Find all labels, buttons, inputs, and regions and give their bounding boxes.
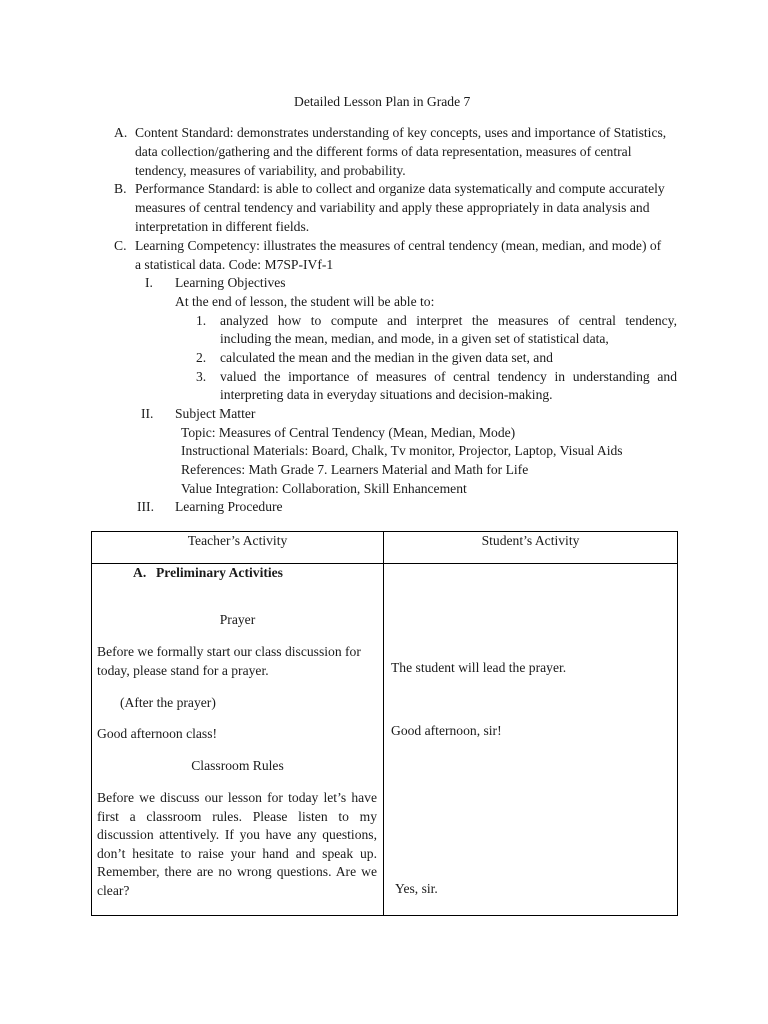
standard-b-line: interpretation in different fields. <box>135 219 310 234</box>
standard-b-line: measures of central tendency and variability and apply these appropriately in data analysis and <box>135 200 650 215</box>
rules-heading: Classroom Rules <box>191 758 284 773</box>
standard-c-line: Learning Competency: illustrates the measures of central tendency (mean, median, and mode) of <box>135 238 662 253</box>
prayer-student-response: The student will lead the prayer. <box>391 660 567 675</box>
greeting-teacher: Good afternoon class! <box>97 726 218 741</box>
standard-a-marker: A. <box>114 125 128 140</box>
greeting-student-response: Good afternoon, sir! <box>391 723 502 738</box>
document-title: Detailed Lesson Plan in Grade 7 <box>294 94 471 109</box>
subject-materials: Instructional Materials: Board, Chalk, Tv monitor, Projector, Laptop, Visual Aids <box>181 443 623 458</box>
prayer-heading: Prayer <box>219 612 256 627</box>
after-prayer-note: (After the prayer) <box>120 695 216 710</box>
standard-b-line: Performance Standard: is able to collect and organize data systematically and compute accurately <box>135 181 665 196</box>
procedure-heading: Learning Procedure <box>175 499 283 514</box>
subject-matter-heading: Subject Matter <box>175 406 256 421</box>
table-border-bottom <box>91 915 678 916</box>
objective-3-marker: 3. <box>196 369 207 384</box>
rules-student-response: Yes, sir. <box>395 881 438 896</box>
prayer-teacher-line: today, please stand for a prayer. <box>97 663 269 678</box>
rules-teacher-line: discussion attentively. If you have any questions, <box>97 827 377 842</box>
objectives-heading: Learning Objectives <box>175 275 286 290</box>
standard-a-line: Content Standard: demonstrates understanding of key concepts, uses and importance of Statistics, <box>135 125 667 140</box>
standard-a-line: tendency, measures of variability, and probability. <box>135 163 406 178</box>
rules-teacher-line: Before we discuss our lesson for today let’s have <box>97 790 377 805</box>
student-activity-header: Student’s Activity <box>481 533 580 548</box>
table-border-right <box>677 531 678 916</box>
subject-topic: Topic: Measures of Central Tendency (Mean, Median, Mode) <box>181 425 516 440</box>
procedure-marker: III. <box>137 499 154 514</box>
subject-references: References: Math Grade 7. Learners Material and Math for Life <box>181 462 529 477</box>
standard-c-line: a statistical data. Code: M7SP-IVf-1 <box>135 257 334 272</box>
objective-1-line: including the mean, median, and mode, in a given set of statistical data, <box>220 331 609 346</box>
objectives-marker: I. <box>145 275 153 290</box>
objective-3-line: valued the importance of measures of central tendency in understanding and <box>220 369 677 384</box>
rules-teacher-line: don’t hesitate to raise your hand and speak up. <box>97 846 377 861</box>
rules-teacher-line: Remember, there are no wrong questions. Are we <box>97 864 377 879</box>
standard-c-marker: C. <box>114 238 127 253</box>
objective-1-marker: 1. <box>196 313 207 328</box>
objective-2-marker: 2. <box>196 350 207 365</box>
subject-matter-marker: II. <box>141 406 154 421</box>
teacher-activity-header: Teacher’s Activity <box>187 533 288 548</box>
objective-2-line: calculated the mean and the median in the given data set, and <box>220 350 553 365</box>
prayer-teacher-line: Before we formally start our class discussion for <box>97 644 361 659</box>
objective-1-line: analyzed how to compute and interpret the measures of central tendency, <box>220 313 677 328</box>
standard-b-marker: B. <box>114 181 127 196</box>
rules-teacher-line: clear? <box>97 883 130 898</box>
rules-teacher-line: first a classroom rules. Please listen to my <box>97 809 377 824</box>
table-border-left <box>91 531 92 916</box>
table-column-divider <box>383 531 384 916</box>
objectives-intro: At the end of lesson, the student will be able to: <box>175 294 435 309</box>
section-marker: A. <box>133 565 147 580</box>
section-title: Preliminary Activities <box>156 565 283 580</box>
subject-values: Value Integration: Collaboration, Skill Enhancement <box>181 481 467 496</box>
objective-3-line: interpreting data in everyday situations and decision-making. <box>220 387 553 402</box>
standard-a-line: data collection/gathering and the different forms of data representation, measures of central <box>135 144 632 159</box>
